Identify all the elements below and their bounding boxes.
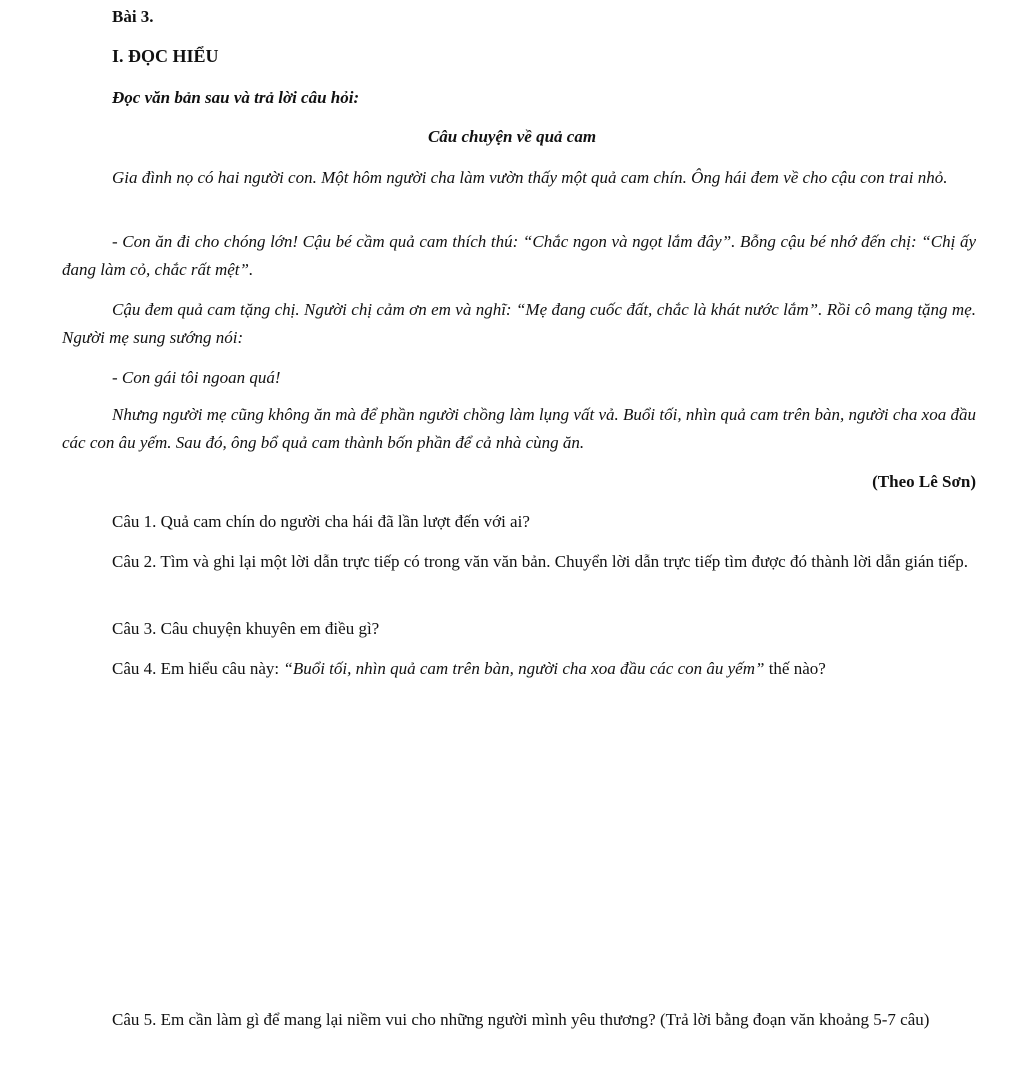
story-paragraph-2: - Con ăn đi cho chóng lớn! Cậu bé cầm quả cam thích thú: “Chắc ngon và ngọt lắm đây”. Bỗng cậu bé nhớ đến chị: “Chị ấy đang làm cỏ, chắc rất mệt”. (62, 232, 976, 279)
question-4-prefix: Câu 4. Em hiểu câu này: (112, 659, 284, 678)
story-title: Câu chuyện về quả cam (427, 127, 597, 146)
question-4 (62, 655, 976, 683)
question-1: Câu 1. Quả cam chín do người cha hái đã lần lượt đến với ai? (112, 512, 530, 531)
exercise-number: Bài 3. (112, 7, 154, 26)
question-5: Câu 5. Em cần làm gì để mang lại niềm vui cho những người mình yêu thương? (Trả lời bằng đoạn văn khoảng 5-7 câu) (112, 1010, 930, 1029)
story-paragraph-5: Nhưng người mẹ cũng không ăn mà để phần người chồng làm lụng vất vả. Buổi tối, nhìn quả cam trên bàn, người cha xoa đầu các con âu yếm. Sau đó, ông bổ quả cam thành bốn phần để cả nhà cùng ăn. (62, 405, 976, 452)
question-3: Câu 3. Câu chuyện khuyên em điều gì? (112, 619, 380, 638)
story-paragraph-1: Gia đình nọ có hai người con. Một hôm người cha làm vườn thấy một quả cam chín. Ông hái đem về cho cậu con trai nhỏ. (112, 168, 948, 187)
story-paragraph-4: - Con gái tôi ngoan quá! (112, 368, 281, 387)
question-4-quote: “Buổi tối, nhìn quả cam trên bàn, người cha xoa đầu các con âu yếm” (283, 659, 765, 678)
question-2: Câu 2. Tìm và ghi lại một lời dẫn trực tiếp có trong văn văn bản. Chuyển lời dẫn trực tiếp tìm được đó thành lời dẫn gián tiếp. (112, 552, 968, 571)
question-4-suffix: thế nào? (764, 659, 826, 678)
instruction-text: Đọc văn bản sau và trả lời câu hỏi: (112, 88, 360, 107)
section-heading: I. ĐỌC HIỂU (112, 46, 219, 66)
story-paragraph-3: Cậu đem quả cam tặng chị. Người chị cảm ơn em và nghĩ: “Mẹ đang cuốc đất, chắc là khát nước lắm”. Rồi cô mang tặng mẹ. Người mẹ sung sướng nói: (62, 300, 976, 347)
story-source: (Theo Lê Sơn) (872, 472, 976, 491)
